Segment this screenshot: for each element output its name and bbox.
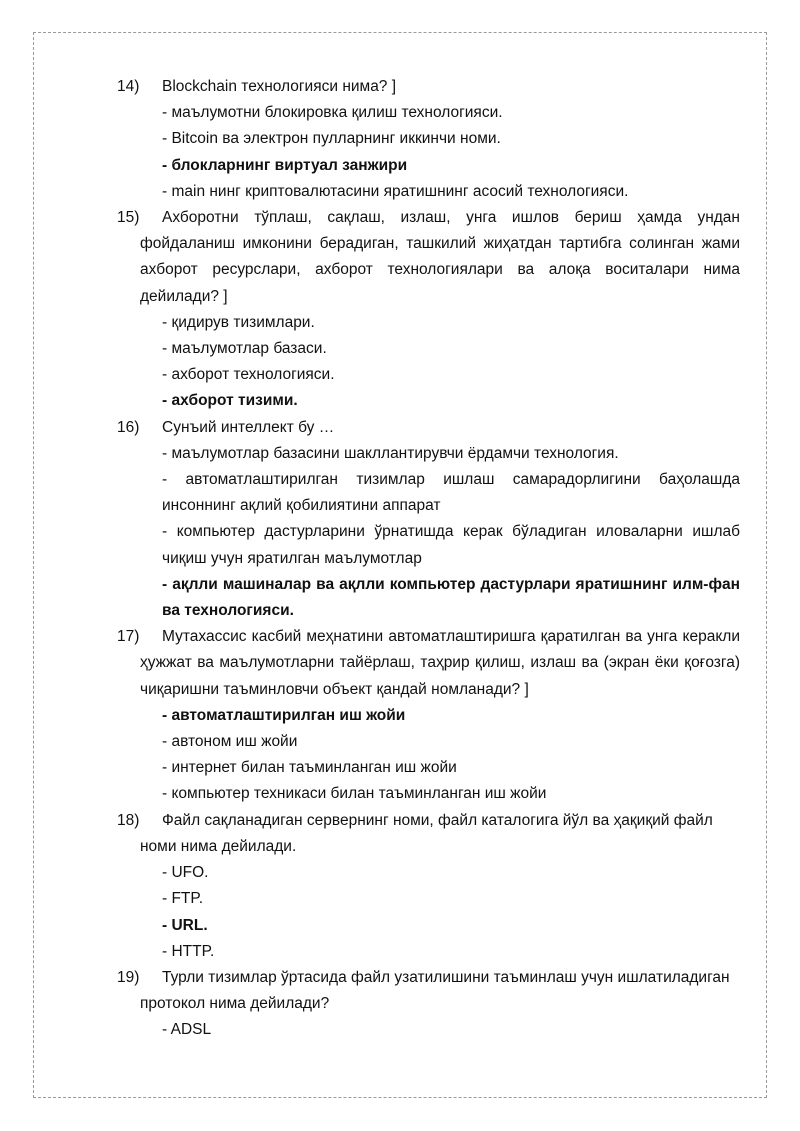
answer-option: - компьютер дастурларини ўрнатишда керак бўладиган иловаларни ишлаб чиқиш учун яратилган маълумотлар (162, 523, 740, 567)
answer-option: - компьютер техникаси билан таъминланган иш жойи (162, 785, 547, 803)
correct-answer-option: - ахборот тизими. (162, 392, 298, 410)
answer-option: - Bitcoin ва электрон пулларнинг иккинчи номи. (162, 130, 501, 148)
question-number: 18) (117, 811, 140, 829)
answer-option: - интернет билан таъминланган иш жойи (162, 759, 457, 777)
answer-option: - FTP. (162, 890, 204, 908)
question-text: Ахборотни тўплаш, сақлаш, излаш, унга ишлов бериш ҳамда ундан фойдаланиш имконини берадиган, ташкилий жиҳатдан тартибга солинган жами ахборот ресурслари, ахборот технологиялари ва алоқа воситалари нима дейилади? ] (140, 209, 740, 305)
question-text: Файл сақланадиган сервернинг номи, файл каталогига йўл ва ҳақиқий файл номи нима дейилади. (140, 811, 713, 855)
question-15 (0, 205, 800, 415)
answer-option: - маълумотлар базасини шакллантирувчи ёрдамчи технология. (162, 444, 619, 462)
question-text: Сунъий интеллект бу … (162, 418, 335, 436)
answer-option: - маълумотни блокировка қилиш технологияси. (162, 104, 503, 122)
question-text: Мутахассис касбий меҳнатини автоматлаштиришга қаратилган ва унга керакли ҳужжат ва маълумотларни тайёрлаш, таҳрир қилиш, излаш ва (экран ёки қоғозга) чиқаришни таъминловчи объект қандай номланади? ] (140, 628, 740, 698)
correct-answer-option: - ақлли машиналар ва ақлли компьютер дастурлари яратишнинг илм-фан ва технологияси. (162, 575, 740, 620)
correct-answer-option: - URL. (162, 916, 208, 934)
question-17 (0, 624, 800, 807)
answer-option: - автоматлаштирилган тизимлар ишлаш самарадорлигини баҳолашда инсоннинг ақлий қобилиятини аппарат (162, 471, 740, 515)
question-number: 19) (117, 968, 140, 986)
answer-option: - main нинг криптовалютасини яратишнинг асосий технологияси. (162, 182, 629, 200)
question-number: 15) (117, 209, 140, 227)
document-body (0, 74, 800, 1044)
question-18 (0, 808, 800, 965)
question-number: 17) (117, 628, 140, 646)
question-14 (0, 74, 800, 205)
correct-answer-option: - блокларнинг виртуал занжири (162, 156, 408, 174)
answer-option: - ахборот технологияси. (162, 366, 335, 384)
answer-option: - маълумотлар базаси. (162, 340, 327, 358)
question-19 (0, 965, 800, 1044)
question-text: Турли тизимлар ўртасида файл узатилишини таъминлаш учун ишлатиладиган протокол нима дейилади? (140, 968, 730, 1013)
answer-option: - HTTP. (162, 942, 215, 960)
answer-option: - UFO. (162, 864, 209, 882)
answer-option: - автоном иш жойи (162, 733, 298, 751)
question-text: Blockchain технологияси нима? ] (162, 78, 397, 95)
correct-answer-option: - автоматлаштирилган иш жойи (162, 706, 406, 724)
answer-option: - қидирув тизимлари. (162, 313, 315, 331)
question-number: 16) (117, 418, 140, 436)
question-16 (0, 415, 800, 625)
question-number: 14) (117, 78, 140, 95)
answer-option: - ADSL (162, 1021, 212, 1039)
